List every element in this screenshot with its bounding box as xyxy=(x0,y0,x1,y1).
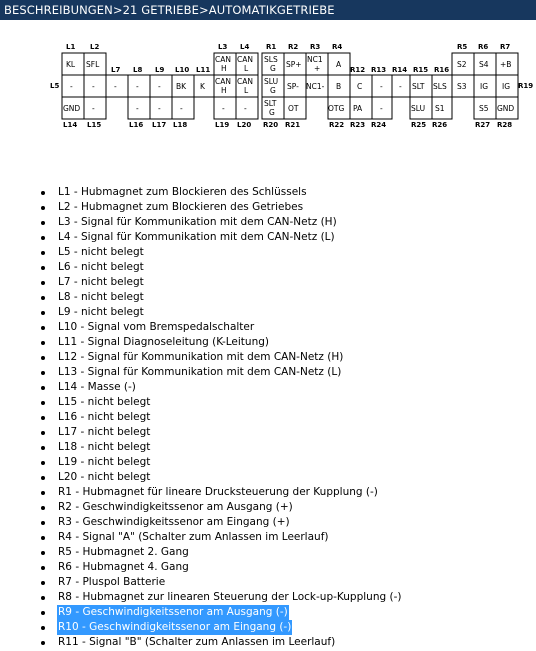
pin-label: L14 xyxy=(63,121,78,129)
pin-description-text: L14 - Masse (-) xyxy=(58,381,136,393)
pin-description-text: R11 - Signal "B" (Schalter zum Anlassen im Leerlauf) xyxy=(58,636,336,648)
pin-description-item xyxy=(0,635,536,650)
pin-label: R24 xyxy=(371,121,387,129)
pin-label: L10 xyxy=(175,66,190,74)
pin-description-text: L3 - Signal für Kommunikation mit dem CAN-Netz (H) xyxy=(58,216,337,228)
pin-description-text: L19 - nicht belegt xyxy=(58,456,151,468)
svg-text:-: - xyxy=(92,82,95,91)
pin-description-item xyxy=(0,260,536,275)
pin-description-item xyxy=(0,230,536,245)
pin-description-text: L9 - nicht belegt xyxy=(58,306,144,318)
pin-description-text: L8 - nicht belegt xyxy=(58,291,144,303)
pin-description-text: L1 - Hubmagnet zum Blockieren des Schlüssels xyxy=(58,186,307,198)
pin-label: L8 xyxy=(133,66,143,74)
pin-label: L1 xyxy=(66,43,76,51)
pin-description-text: R3 - Geschwindigkeitssenor am Eingang (+) xyxy=(58,516,290,528)
pin-description-item xyxy=(0,365,536,380)
pin-label: R5 xyxy=(457,43,468,51)
pin-description-item xyxy=(0,185,536,200)
pin-label: R26 xyxy=(432,121,448,129)
svg-text:S1: S1 xyxy=(435,104,445,113)
pin-description-item xyxy=(0,215,536,230)
pin-cell: A xyxy=(336,60,342,69)
bullet-icon xyxy=(41,536,45,540)
svg-text:SLT: SLT xyxy=(264,99,277,108)
pin-description-item xyxy=(0,515,536,530)
pin-description-text: L11 - Signal Diagnoseleitung (K-Leitung) xyxy=(58,336,269,348)
bullet-icon xyxy=(41,476,45,480)
pin-description-item xyxy=(0,500,536,515)
pin-cell: SLS xyxy=(264,55,278,64)
bullet-icon xyxy=(41,386,45,390)
svg-text:-: - xyxy=(222,104,225,113)
pin-description-item xyxy=(0,350,536,365)
pin-description-text: L5 - nicht belegt xyxy=(58,246,144,258)
pin-cell: S2 xyxy=(457,60,467,69)
pin-description-list xyxy=(0,185,536,650)
svg-text:S3: S3 xyxy=(457,82,467,91)
svg-text:IG: IG xyxy=(480,82,489,91)
pin-cell: SP+ xyxy=(286,60,302,69)
pin-description-text: L17 - nicht belegt xyxy=(58,426,151,438)
pin-description-item xyxy=(0,545,536,560)
pin-cell: CAN xyxy=(237,55,253,64)
svg-text:CAN: CAN xyxy=(237,77,253,86)
pin-label: R7 xyxy=(500,43,511,51)
pin-label: L17 xyxy=(152,121,167,129)
pin-description-item xyxy=(0,380,536,395)
pin-label: L4 xyxy=(240,43,250,51)
pin-label: R27 xyxy=(475,121,491,129)
bullet-icon xyxy=(41,221,45,225)
svg-text:H: H xyxy=(221,86,227,95)
bullet-icon xyxy=(41,416,45,420)
bullet-icon xyxy=(41,401,45,405)
pin-label: R25 xyxy=(411,121,427,129)
bullet-icon xyxy=(41,461,45,465)
pin-description-text: R2 - Geschwindigkeitssenor am Ausgang (+) xyxy=(58,501,293,513)
pin-description-item xyxy=(0,575,536,590)
pin-label: R14 xyxy=(392,66,408,74)
pin-cell: S4 xyxy=(479,60,489,69)
svg-text:SLU: SLU xyxy=(411,104,426,113)
pin-description-text: L6 - nicht belegt xyxy=(58,261,144,273)
pin-description-item xyxy=(0,200,536,215)
pin-label: L2 xyxy=(90,43,100,51)
svg-text:K: K xyxy=(200,82,205,91)
pin-description-text: R9 - Geschwindigkeitssenor am Ausgang (-) xyxy=(58,606,288,618)
pin-description-item xyxy=(0,335,536,350)
svg-text:-: - xyxy=(70,82,73,91)
pin-label: L19 xyxy=(215,121,230,129)
svg-text:OTG: OTG xyxy=(328,104,345,113)
bullet-icon xyxy=(41,266,45,270)
pin-description-text: R7 - Pluspol Batterie xyxy=(58,576,166,588)
bullet-icon xyxy=(41,566,45,570)
bullet-icon xyxy=(41,596,45,600)
bullet-icon xyxy=(41,431,45,435)
pin-description-item xyxy=(0,455,536,470)
svg-text:-: - xyxy=(158,82,161,91)
pin-label: L18 xyxy=(173,121,188,129)
pin-cell: +B xyxy=(500,60,512,69)
pin-label: R28 xyxy=(497,121,513,129)
pin-description-item xyxy=(0,440,536,455)
svg-text:-: - xyxy=(180,104,183,113)
svg-text:CAN: CAN xyxy=(215,77,231,86)
pin-description-item xyxy=(0,245,536,260)
pin-description-text: L12 - Signal für Kommunikation mit dem CAN-Netz (H) xyxy=(58,351,344,363)
pin-label: L16 xyxy=(129,121,144,129)
svg-text:C: C xyxy=(357,82,363,91)
bullet-icon xyxy=(41,551,45,555)
pin-description-item xyxy=(0,530,536,545)
pin-description-item xyxy=(0,305,536,320)
svg-text:G: G xyxy=(269,108,275,117)
pin-label: R4 xyxy=(332,43,343,51)
pin-label: R12 xyxy=(350,66,366,74)
connector-pinout-diagram xyxy=(0,40,536,140)
svg-text:-: - xyxy=(380,104,383,113)
bullet-icon xyxy=(41,446,45,450)
svg-text:SLU: SLU xyxy=(264,77,279,86)
pin-description-text: L2 - Hubmagnet zum Blockieren des Getriebes xyxy=(58,201,304,213)
svg-text:L: L xyxy=(244,86,249,95)
pin-label: R19 xyxy=(518,82,534,90)
pin-label: R21 xyxy=(285,121,301,129)
pin-description-text: L7 - nicht belegt xyxy=(58,276,144,288)
pin-label: R23 xyxy=(350,121,366,129)
bullet-icon xyxy=(41,491,45,495)
bullet-icon xyxy=(41,251,45,255)
pin-label: L9 xyxy=(155,66,165,74)
bullet-icon xyxy=(41,326,45,330)
svg-text:GND: GND xyxy=(63,104,81,113)
pin-label: L3 xyxy=(218,43,228,51)
svg-text:L: L xyxy=(244,64,249,73)
svg-text:SLS: SLS xyxy=(433,82,447,91)
bullet-icon xyxy=(41,311,45,315)
pin-label: R16 xyxy=(434,66,450,74)
pin-description-item xyxy=(0,470,536,485)
svg-text:H: H xyxy=(221,64,227,73)
svg-text:-: - xyxy=(136,82,139,91)
svg-text:-: - xyxy=(399,82,402,91)
pin-description-item xyxy=(0,275,536,290)
pin-label: R13 xyxy=(371,66,387,74)
pin-description-text: L10 - Signal vom Bremspedalschalter xyxy=(58,321,255,333)
bullet-icon xyxy=(41,521,45,525)
pin-label: L11 xyxy=(196,66,211,74)
pin-description-item xyxy=(0,395,536,410)
bullet-icon xyxy=(41,356,45,360)
svg-text:-: - xyxy=(158,104,161,113)
pin-label: L7 xyxy=(111,66,121,74)
pin-description-item xyxy=(0,290,536,305)
svg-text:SLT: SLT xyxy=(412,82,425,91)
svg-text:GND: GND xyxy=(497,104,515,113)
svg-text:NC1-: NC1- xyxy=(306,82,325,91)
svg-text:G: G xyxy=(270,86,276,95)
pin-description-item xyxy=(0,560,536,575)
svg-text:OT: OT xyxy=(288,104,299,113)
bullet-icon xyxy=(41,371,45,375)
svg-text:BK: BK xyxy=(176,82,187,91)
pin-description-item xyxy=(0,320,536,335)
svg-text:-: - xyxy=(380,82,383,91)
bullet-icon xyxy=(41,641,45,645)
pin-label: L20 xyxy=(237,121,252,129)
pin-description-item xyxy=(0,410,536,425)
pin-description-item xyxy=(0,620,536,635)
pin-label: R20 xyxy=(263,121,279,129)
pin-description-text: R8 - Hubmagnet zur linearen Steuerung der Lock-up-Kupplung (-) xyxy=(58,591,402,603)
bullet-icon xyxy=(41,206,45,210)
pin-cell: SFL xyxy=(86,60,100,69)
svg-text:SP-: SP- xyxy=(287,82,299,91)
pin-cell: CAN xyxy=(215,55,231,64)
svg-text:-: - xyxy=(136,104,139,113)
bullet-icon xyxy=(41,296,45,300)
pin-description-text: L20 - nicht belegt xyxy=(58,471,151,483)
bullet-icon xyxy=(41,191,45,195)
svg-text:-: - xyxy=(92,104,95,113)
bullet-icon xyxy=(41,626,45,630)
pin-description-text: R6 - Hubmagnet 4. Gang xyxy=(58,561,189,573)
pin-description-text: L13 - Signal für Kommunikation mit dem CAN-Netz (L) xyxy=(58,366,342,378)
bullet-icon xyxy=(41,236,45,240)
pin-description-text: L16 - nicht belegt xyxy=(58,411,151,423)
pin-description-item xyxy=(0,605,536,620)
pin-description-text: L18 - nicht belegt xyxy=(58,441,151,453)
pin-description-item xyxy=(0,485,536,500)
svg-text:-: - xyxy=(244,104,247,113)
bullet-icon xyxy=(41,581,45,585)
pin-label: R2 xyxy=(288,43,299,51)
svg-text:G: G xyxy=(270,64,276,73)
svg-text:PA: PA xyxy=(353,104,363,113)
svg-text:IG: IG xyxy=(502,82,511,91)
pin-description-text: R5 - Hubmagnet 2. Gang xyxy=(58,546,189,558)
svg-text:S5: S5 xyxy=(479,104,489,113)
pin-cell: KL xyxy=(66,60,76,69)
pin-label: R3 xyxy=(310,43,321,51)
pin-description-item xyxy=(0,590,536,605)
pin-label: L15 xyxy=(87,121,102,129)
bullet-icon xyxy=(41,611,45,615)
pin-description-text: R4 - Signal "A" (Schalter zum Anlassen im Leerlauf) xyxy=(58,531,329,543)
pin-description-text: L15 - nicht belegt xyxy=(58,396,151,408)
pin-label: R6 xyxy=(478,43,489,51)
pin-cell: NC1 xyxy=(307,55,323,64)
pin-description-text: L4 - Signal für Kommunikation mit dem CAN-Netz (L) xyxy=(58,231,335,243)
pin-label: R15 xyxy=(413,66,429,74)
pin-description-item xyxy=(0,425,536,440)
svg-text:+: + xyxy=(314,64,321,73)
bullet-icon xyxy=(41,506,45,510)
pin-label: L5 xyxy=(50,82,60,90)
bullet-icon xyxy=(41,281,45,285)
pin-description-text: R10 - Geschwindigkeitssenor am Eingang (-) xyxy=(58,621,292,633)
bullet-icon xyxy=(41,341,45,345)
pin-label: R22 xyxy=(329,121,345,129)
pin-label: R1 xyxy=(266,43,277,51)
breadcrumb: BESCHREIBUNGEN>21 GETRIEBE>AUTOMATIKGETRIEBE xyxy=(0,0,536,20)
pin-description-text: R1 - Hubmagnet für lineare Drucksteuerung der Kupplung (-) xyxy=(58,486,378,498)
svg-text:-: - xyxy=(114,82,117,91)
svg-text:B: B xyxy=(336,82,342,91)
